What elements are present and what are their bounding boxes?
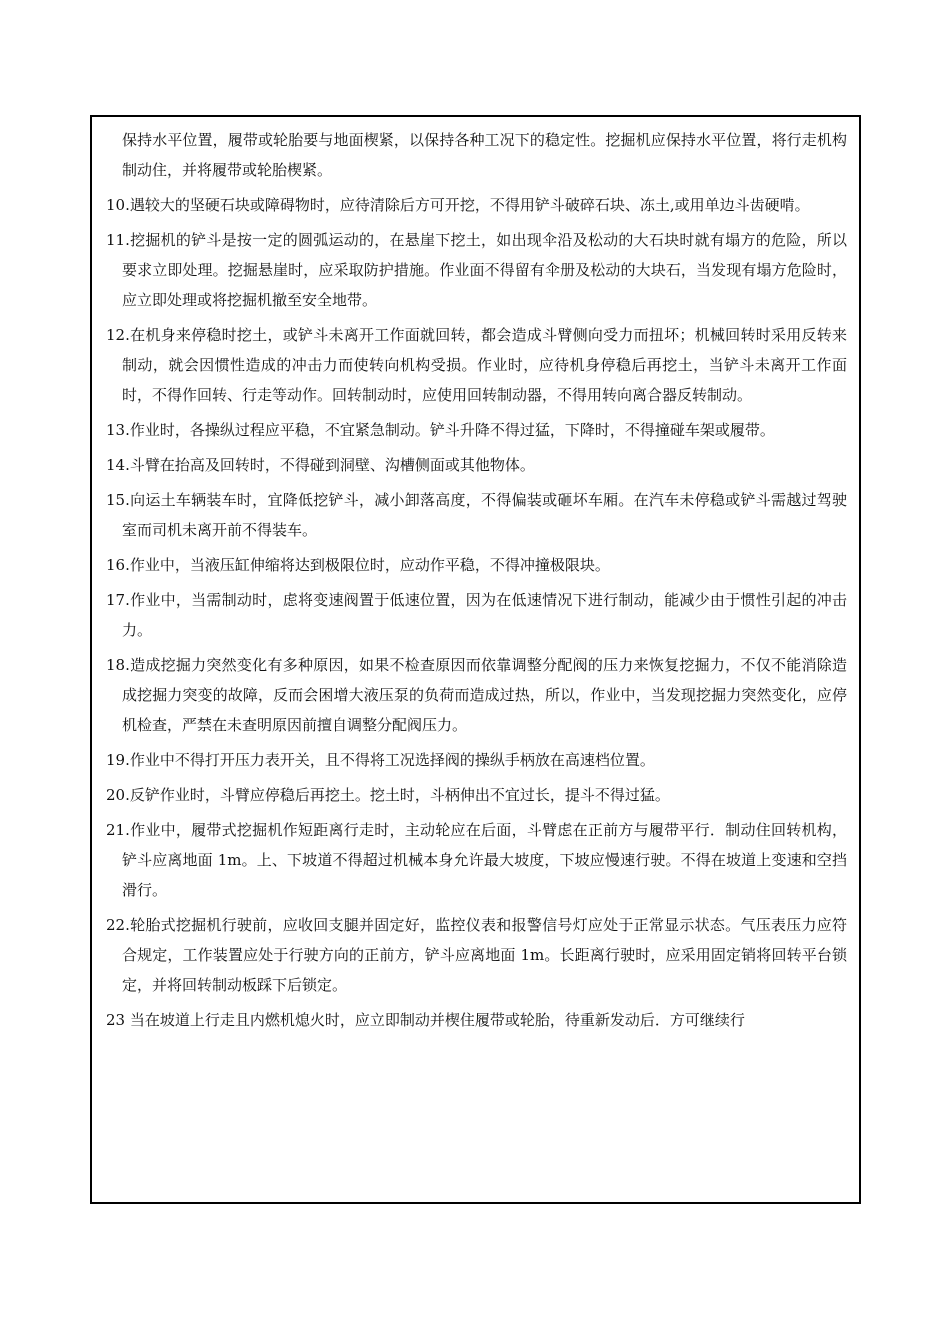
list-item [106, 1005, 847, 1035]
document-frame [90, 115, 861, 1204]
item-text: 斗臂在抬高及回转时，不得碰到洞壁、沟槽侧面或其他物体。 [129, 456, 535, 474]
item-number: 15. [106, 491, 130, 509]
item-text: 当在坡道上行走且内燃机熄火时，应立即制动并楔住履带或轮胎，待重新发动后．方可继续行 [129, 1011, 745, 1029]
item-number: 11. [106, 231, 130, 249]
numbered-list [106, 190, 847, 1035]
item-number: 17. [106, 591, 130, 609]
item-text: 作业时，各操纵过程应平稳，不宜紧急制动。铲斗升降不得过猛，下降时，不得撞碰车架或履带。 [129, 421, 775, 439]
continued-paragraph: 保持水平位置，履带或轮胎要与地面楔紧，以保持各种工况下的稳定性。挖掘机应保持水平位置，将行走机构制动住，并将履带或轮胎楔紧。 [122, 131, 847, 179]
item-number: 19. [106, 751, 130, 769]
item-text: 轮胎式挖掘机行驶前，应收回支腿并固定好，监控仪表和报警信号灯应处于正常显示状态。气压表压力应符合规定，工作装置应处于行驶方向的正前方，铲斗应离地面 1m。长距离行驶时，应采用固定销将回转平台锁定，并将回转制动板踩下后锁定。 [122, 916, 847, 994]
item-number: 20. [106, 786, 130, 804]
list-item [106, 450, 847, 480]
item-text: 作业中，履带式挖掘机作短距离行走时，主动轮应在后面，斗臂虑在正前方与履带平行．制动住回转机构，铲斗应离地面 1m。上、下坡道不得超过机械本身允许最大坡度，下坡应慢速行驶。不得在坡道上变速和空挡滑行。 [122, 821, 847, 899]
item-text: 作业中不得打开压力表开关，且不得将工况选择阀的操纵手柄放在高速档位置。 [129, 751, 655, 769]
list-item [106, 190, 847, 220]
list-item [106, 225, 847, 315]
item-text: 反铲作业时，斗臂应停稳后再挖土。挖土时，斗柄伸出不宜过长，提斗不得过猛。 [129, 786, 670, 804]
list-item [106, 780, 847, 810]
list-item [106, 650, 847, 740]
item-number: 22. [106, 916, 130, 934]
item-number: 23 [106, 1011, 130, 1029]
item-number: 21. [106, 821, 130, 839]
item-text: 作业中，当需制动时，虑将变速阀置于低速位置，因为在低速情况下进行制动，能减少由于惯性引起的冲击力。 [122, 591, 847, 639]
list-item [106, 815, 847, 905]
item-number: 12. [106, 326, 130, 344]
item-number: 16. [106, 556, 130, 574]
document-body [106, 125, 847, 1040]
item-text: 向运土车辆装车时，宜降低挖铲斗，减小卸落高度，不得偏装或砸坏车厢。在汽车未停稳或铲斗需越过驾驶室而司机未离开前不得装车。 [122, 491, 847, 539]
list-item [106, 745, 847, 775]
item-number: 10. [106, 196, 130, 214]
list-item [106, 550, 847, 580]
item-number: 14. [106, 456, 130, 474]
item-text: 挖掘机的铲斗是按一定的圆弧运动的，在悬崖下挖土，如出现伞沿及松动的大石块时就有塌方的危险，所以要求立即处理。挖掘悬崖时，应采取防护措施。作业面不得留有伞册及松动的大块石，当发现有塌方危险时，应立即处理或将挖掘机撤至安全地带。 [122, 231, 847, 309]
list-item [106, 585, 847, 645]
item-text: 在机身来停稳时挖土，或铲斗未离开工作面就回转，都会造成斗臂侧向受力而扭坏；机械回转时采用反转来制动，就会因惯性造成的冲击力而使转向机构受损。作业时，应待机身停稳后再挖土，当铲斗未离开工作面时，不得作回转、行走等动作。回转制动时，应使用回转制动器，不得用转向离合器反转制动。 [122, 326, 847, 404]
item-text: 作业中，当液压缸伸缩将达到极限位时，应动作平稳，不得冲撞极限块。 [129, 556, 610, 574]
list-item [106, 485, 847, 545]
item-number: 18. [106, 656, 130, 674]
list-item [106, 320, 847, 410]
item-text: 遇较大的坚硬石块或障碍物时，应待清除后方可开挖，不得用铲斗破碎石块、冻土,或用单边斗齿硬啃。 [129, 196, 810, 214]
list-item [106, 415, 847, 445]
item-text: 造成挖掘力突然变化有多种原因，如果不检查原因而依靠调整分配阀的压力来恢复挖掘力，不仅不能消除造成挖掘力突变的故障，反而会困增大液压泵的负荷而造成过热，所以，作业中，当发现挖掘力突然变化，应停机检查，严禁在未查明原因前擅自调整分配阀压力。 [122, 656, 847, 734]
item-number: 13. [106, 421, 130, 439]
list-item [106, 910, 847, 1000]
